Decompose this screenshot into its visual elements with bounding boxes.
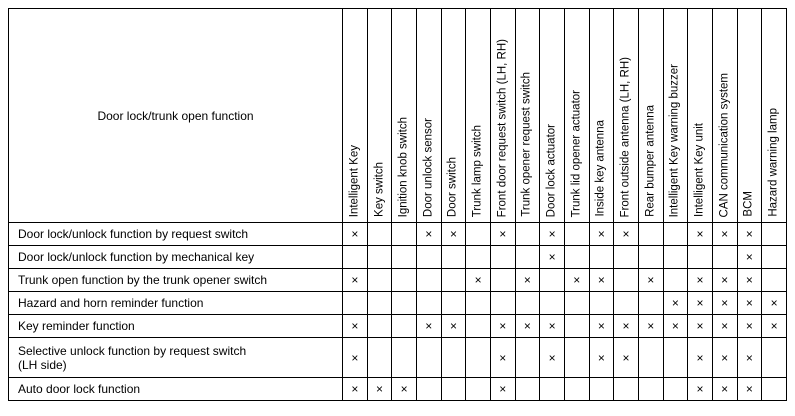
table-body: [9, 223, 787, 401]
cell-empty: [564, 223, 589, 246]
cell-empty: [466, 246, 491, 269]
cell-empty: [614, 246, 639, 269]
cell-mark: ×: [688, 338, 713, 378]
cell-empty: [564, 292, 589, 315]
row-label: Selective unlock function by request switch (LH side): [9, 338, 343, 378]
cell-empty: [490, 292, 515, 315]
cell-empty: [515, 292, 540, 315]
cell-empty: [392, 315, 417, 338]
table-row: [9, 223, 787, 246]
cell-empty: [638, 292, 663, 315]
cell-empty: [589, 292, 614, 315]
cell-mark: ×: [564, 269, 589, 292]
cell-empty: [416, 378, 441, 401]
cell-mark: ×: [466, 269, 491, 292]
cell-mark: ×: [712, 378, 737, 401]
column-header: [367, 9, 392, 223]
cell-mark: ×: [688, 269, 713, 292]
cell-mark: ×: [712, 315, 737, 338]
cell-empty: [441, 246, 466, 269]
column-header: [614, 9, 639, 223]
cell-empty: [441, 338, 466, 378]
cell-empty: [614, 378, 639, 401]
cell-empty: [564, 338, 589, 378]
column-header: [638, 9, 663, 223]
cell-mark: ×: [343, 315, 368, 338]
cell-empty: [490, 246, 515, 269]
cell-empty: [367, 269, 392, 292]
cell-mark: ×: [712, 292, 737, 315]
cell-empty: [515, 246, 540, 269]
cell-empty: [416, 292, 441, 315]
cell-mark: ×: [712, 338, 737, 378]
cell-empty: [441, 269, 466, 292]
cell-empty: [490, 269, 515, 292]
column-header-label: Trunk opener request switch: [520, 72, 533, 217]
cell-empty: [638, 223, 663, 246]
table-row: [9, 292, 787, 315]
cell-empty: [762, 223, 787, 246]
cell-empty: [441, 378, 466, 401]
cell-empty: [343, 246, 368, 269]
cell-mark: ×: [614, 338, 639, 378]
cell-empty: [663, 269, 688, 292]
cell-empty: [712, 246, 737, 269]
column-header: [490, 9, 515, 223]
function-matrix-table: [8, 8, 787, 401]
cell-mark: ×: [638, 315, 663, 338]
cell-empty: [416, 246, 441, 269]
cell-empty: [343, 292, 368, 315]
cell-empty: [466, 223, 491, 246]
cell-mark: ×: [441, 223, 466, 246]
cell-empty: [466, 378, 491, 401]
cell-empty: [515, 378, 540, 401]
cell-empty: [564, 246, 589, 269]
cell-mark: ×: [762, 315, 787, 338]
column-header: [663, 9, 688, 223]
cell-mark: ×: [737, 246, 762, 269]
cell-mark: ×: [343, 338, 368, 378]
cell-mark: ×: [343, 223, 368, 246]
table-row: [9, 246, 787, 269]
cell-empty: [466, 292, 491, 315]
cell-mark: ×: [737, 315, 762, 338]
cell-mark: ×: [737, 292, 762, 315]
cell-empty: [392, 338, 417, 378]
cell-empty: [663, 223, 688, 246]
cell-mark: ×: [762, 292, 787, 315]
cell-mark: ×: [737, 223, 762, 246]
cell-mark: ×: [614, 223, 639, 246]
cell-mark: ×: [589, 338, 614, 378]
column-header: [737, 9, 762, 223]
cell-empty: [466, 338, 491, 378]
cell-mark: ×: [441, 315, 466, 338]
cell-mark: ×: [540, 246, 565, 269]
cell-mark: ×: [343, 269, 368, 292]
column-header-label: Key switch: [372, 162, 385, 217]
cell-mark: ×: [540, 315, 565, 338]
row-label: Door lock/unlock function by mechanical key: [9, 246, 343, 269]
cell-empty: [367, 315, 392, 338]
cell-empty: [416, 269, 441, 292]
column-header-label: Intelligent Key warning buzzer: [668, 63, 681, 217]
cell-mark: ×: [589, 269, 614, 292]
column-header: [589, 9, 614, 223]
cell-empty: [762, 378, 787, 401]
table-row: [9, 269, 787, 292]
cell-empty: [392, 246, 417, 269]
table-row: [9, 338, 787, 378]
cell-mark: ×: [490, 338, 515, 378]
column-header: [564, 9, 589, 223]
cell-mark: ×: [712, 223, 737, 246]
cell-mark: ×: [737, 338, 762, 378]
cell-empty: [441, 292, 466, 315]
column-header-label: Intelligent Key unit: [693, 123, 706, 217]
cell-empty: [416, 338, 441, 378]
cell-empty: [515, 338, 540, 378]
row-label: Hazard and horn reminder function: [9, 292, 343, 315]
column-header-label: Rear bumper antenna: [643, 105, 656, 217]
cell-empty: [638, 338, 663, 378]
cell-empty: [392, 269, 417, 292]
column-header: [515, 9, 540, 223]
cell-empty: [367, 246, 392, 269]
column-header-label: BCM: [742, 191, 755, 217]
cell-empty: [367, 292, 392, 315]
column-header: [392, 9, 417, 223]
cell-mark: ×: [589, 315, 614, 338]
cell-empty: [392, 223, 417, 246]
column-header-label: Front door request switch (LH, RH): [496, 38, 509, 217]
row-label: Trunk open function by the trunk opener switch: [9, 269, 343, 292]
cell-mark: ×: [515, 315, 540, 338]
cell-empty: [367, 338, 392, 378]
cell-empty: [762, 269, 787, 292]
cell-mark: ×: [614, 315, 639, 338]
cell-empty: [564, 315, 589, 338]
column-header-label: CAN communication system: [717, 72, 730, 217]
column-header: [466, 9, 491, 223]
cell-mark: ×: [663, 315, 688, 338]
table-corner-label: Door lock/trunk open function: [9, 9, 343, 223]
column-header: [343, 9, 368, 223]
cell-mark: ×: [392, 378, 417, 401]
cell-empty: [589, 246, 614, 269]
column-header-label: Inside key antenna: [594, 120, 607, 217]
cell-empty: [540, 292, 565, 315]
cell-mark: ×: [416, 223, 441, 246]
column-header: [540, 9, 565, 223]
cell-mark: ×: [737, 269, 762, 292]
cell-empty: [614, 269, 639, 292]
cell-empty: [540, 269, 565, 292]
cell-empty: [762, 246, 787, 269]
cell-mark: ×: [367, 378, 392, 401]
cell-mark: ×: [515, 269, 540, 292]
cell-empty: [614, 292, 639, 315]
cell-mark: ×: [688, 292, 713, 315]
cell-mark: ×: [490, 315, 515, 338]
cell-empty: [663, 378, 688, 401]
cell-mark: ×: [343, 378, 368, 401]
cell-mark: ×: [663, 292, 688, 315]
cell-mark: ×: [712, 269, 737, 292]
cell-empty: [638, 378, 663, 401]
cell-mark: ×: [540, 338, 565, 378]
column-header: [762, 9, 787, 223]
column-header-label: Intelligent Key: [348, 144, 361, 217]
column-header-label: Trunk lamp switch: [471, 124, 484, 217]
column-header-label: Door lock actuator: [545, 123, 558, 217]
column-header-label: Hazard warning lamp: [767, 108, 780, 217]
column-header: [688, 9, 713, 223]
cell-empty: [564, 378, 589, 401]
column-header-label: Trunk lid opener actuator: [570, 89, 582, 217]
cell-mark: ×: [638, 269, 663, 292]
cell-empty: [540, 378, 565, 401]
cell-mark: ×: [688, 315, 713, 338]
table-row: [9, 315, 787, 338]
column-header-label: Door switch: [446, 156, 459, 217]
cell-mark: ×: [416, 315, 441, 338]
cell-empty: [515, 223, 540, 246]
table-row: [9, 378, 787, 401]
column-header-label: Front outside antenna (LH, RH): [619, 56, 632, 217]
column-header-label: Door unlock sensor: [422, 117, 435, 217]
column-header-label: Ignition knob switch: [397, 116, 410, 217]
cell-empty: [663, 246, 688, 269]
column-header: [416, 9, 441, 223]
cell-mark: ×: [490, 223, 515, 246]
cell-empty: [638, 246, 663, 269]
cell-mark: ×: [737, 378, 762, 401]
column-header: [712, 9, 737, 223]
cell-empty: [466, 315, 491, 338]
cell-empty: [589, 378, 614, 401]
cell-empty: [762, 338, 787, 378]
cell-empty: [663, 338, 688, 378]
cell-mark: ×: [589, 223, 614, 246]
cell-mark: ×: [688, 378, 713, 401]
column-header-row: [9, 9, 787, 223]
column-header: [441, 9, 466, 223]
cell-empty: [392, 292, 417, 315]
row-label: Key reminder function: [9, 315, 343, 338]
cell-mark: ×: [490, 378, 515, 401]
cell-empty: [688, 246, 713, 269]
cell-empty: [367, 223, 392, 246]
cell-mark: ×: [688, 223, 713, 246]
row-label: Door lock/unlock function by request switch: [9, 223, 343, 246]
cell-mark: ×: [540, 223, 565, 246]
row-label: Auto door lock function: [9, 378, 343, 401]
